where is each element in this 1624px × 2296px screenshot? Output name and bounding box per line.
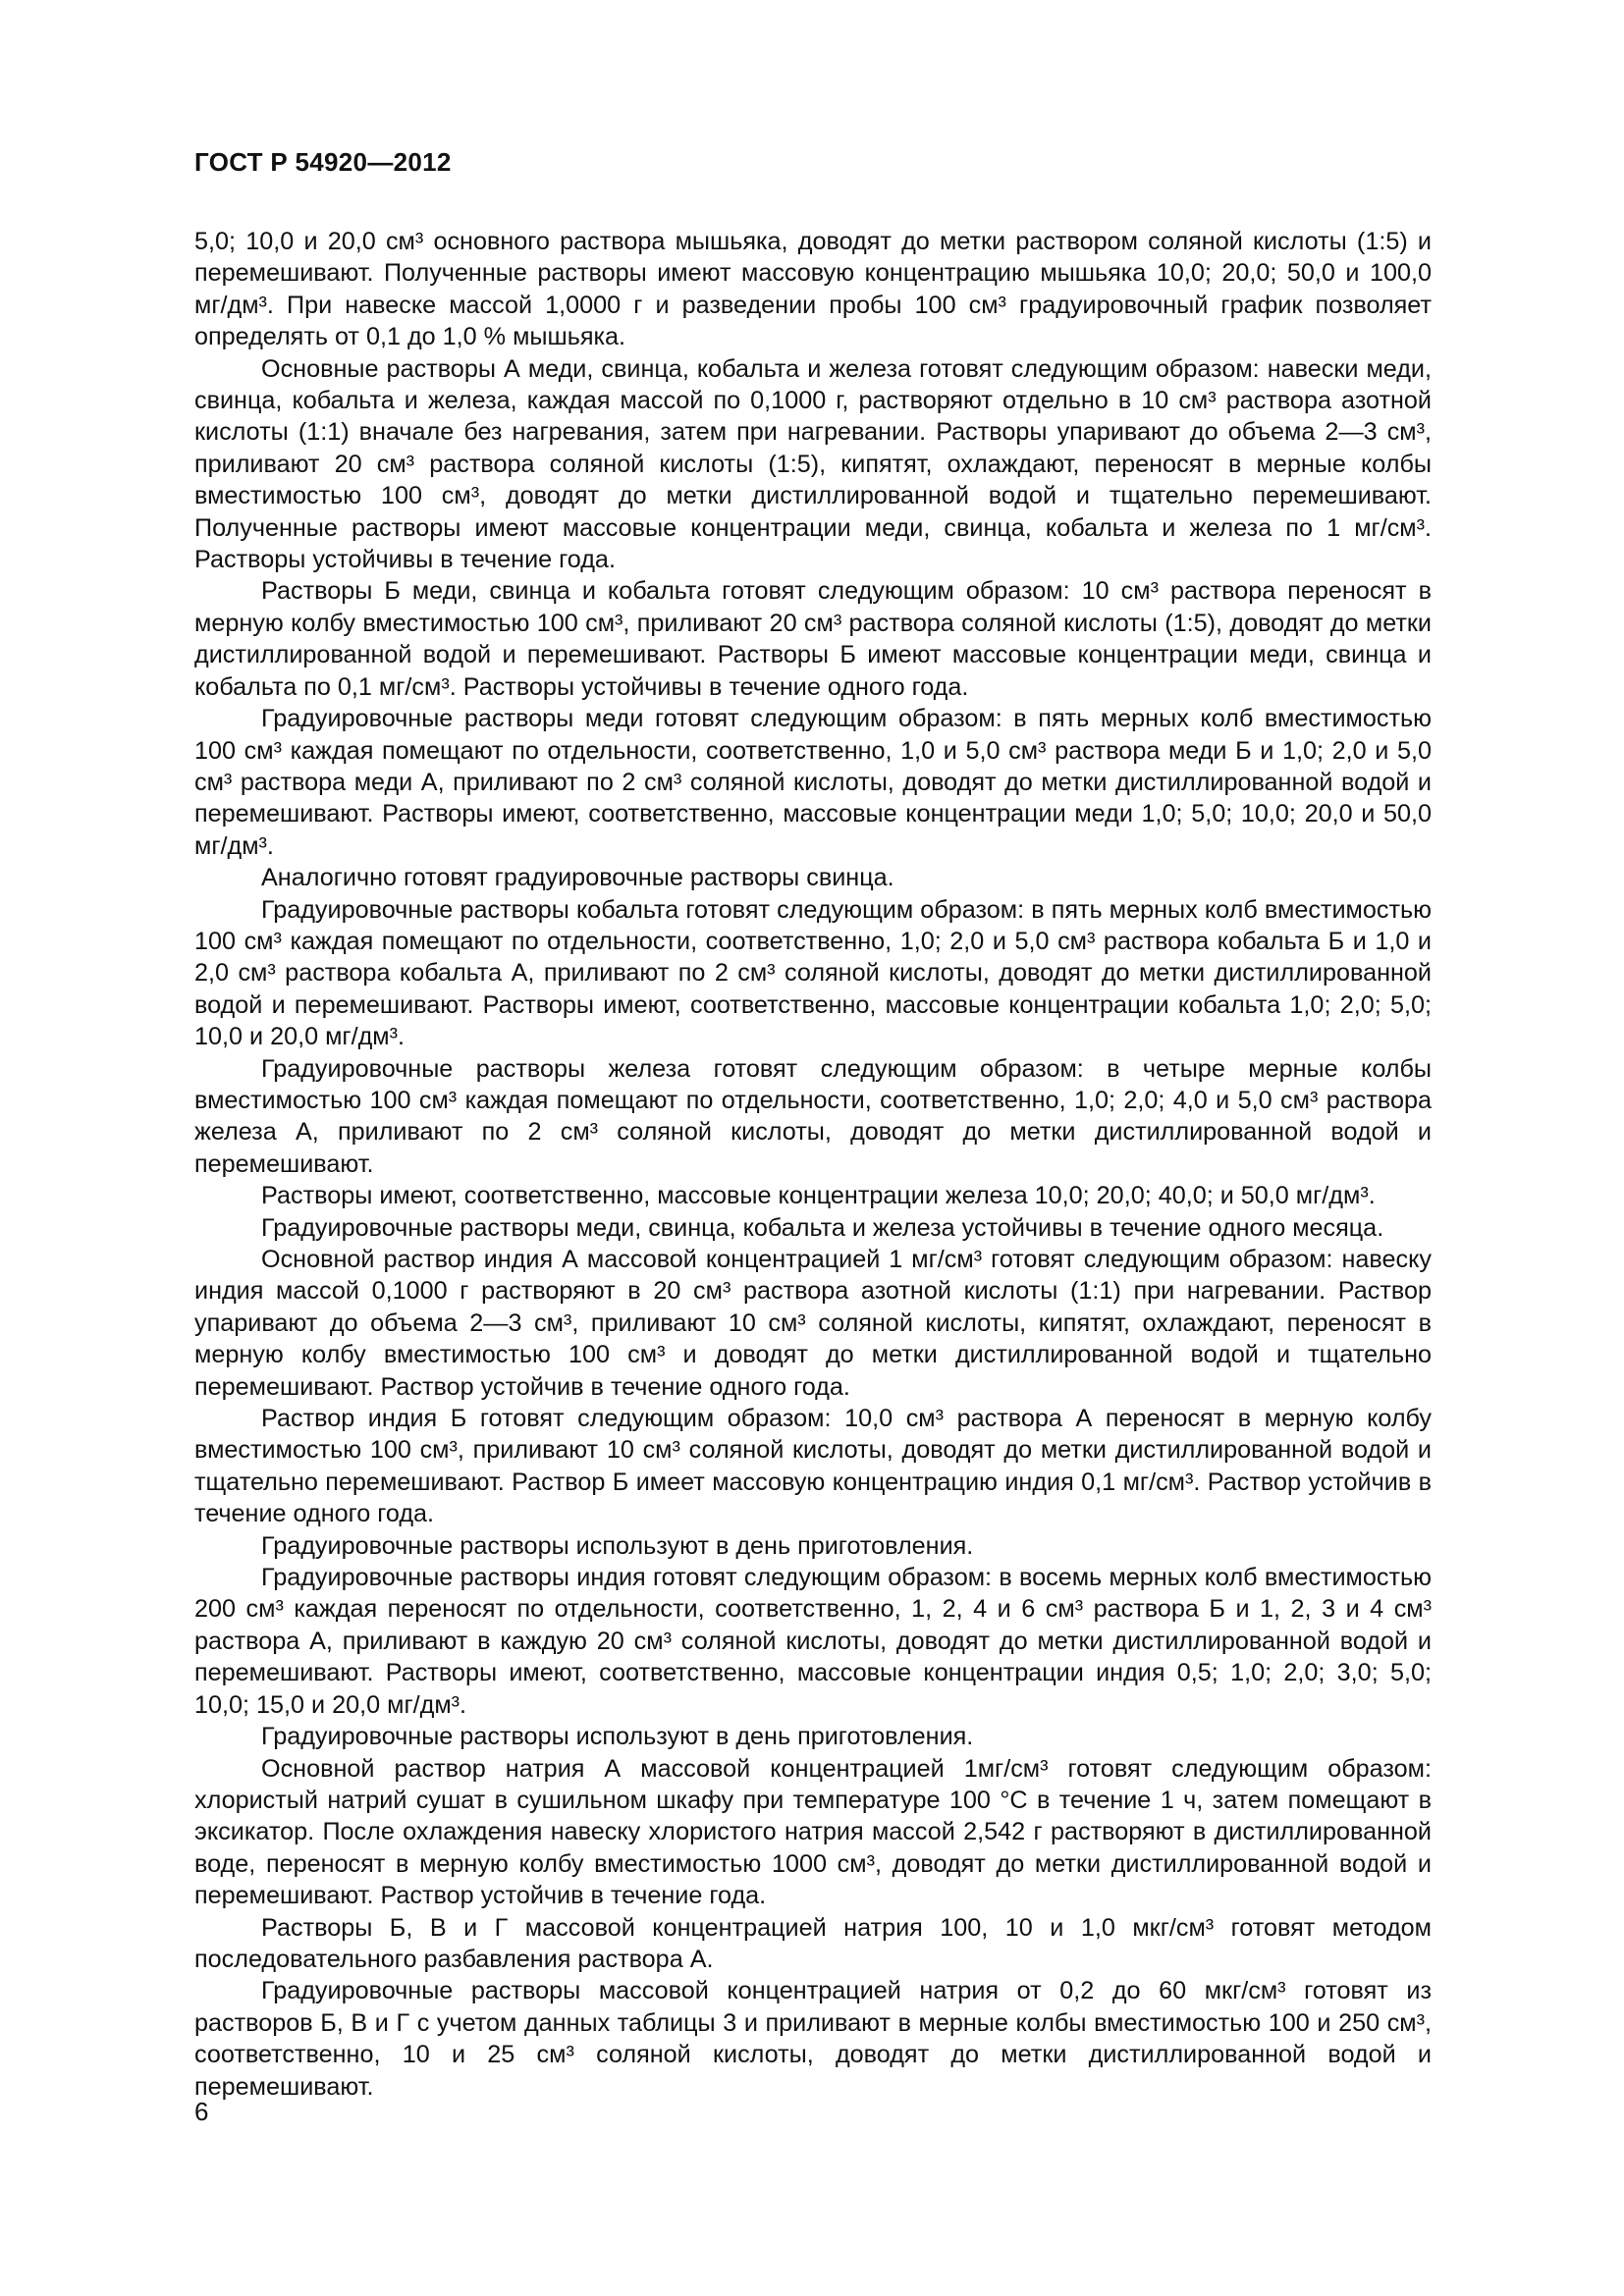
body-text — [194, 226, 1432, 2103]
paragraph-3: Растворы Б меди, свинца и кобальта готовят следующим образом: 10 см³ раствора переносят в мерную колбу вместимостью 100 см³, приливают 20 см³ раствора соляной кислоты (1:5), доводят до метки дистиллированной водой и перемешивают. Растворы Б имеют массовые концентрации меди, свинца и кобальта по 0,1 мг/см³. Растворы устойчивы в течение одного года. — [194, 577, 1432, 701]
paragraph-15: Основной раствор натрия А массовой концентрацией 1мг/см³ готовят следующим образом: хлористый натрий сушат в сушильном шкафу при температуре 100 °С в течение 1 ч, затем помещают в эксикатор. После охлаждения навеску хлористого натрия массой 2,542 г растворяют в дистиллированной воде, переносят в мерную колбу вместимостью 1000 см³, доводят до метки дистиллированной водой и перемешивают. Раствор устойчив в течение года. — [194, 1754, 1432, 1910]
paragraph-5: Аналогично готовят градуировочные растворы свинца. — [261, 864, 894, 892]
paragraph-11: Раствор индия Б готовят следующим образом: 10,0 см³ раствора А переносят в мерную колбу вместимостью 100 см³, приливают 10 см³ соляной кислоты, доводят до метки дистиллированной водой и тщательно перемешивают. Раствор Б имеет массовую концентрацию индия 0,1 мг/см³. Раствор устойчив в течение одного года. — [194, 1405, 1432, 1528]
paragraph-13: Градуировочные растворы индия готовят следующим образом: в восемь мерных колб вместимостью 200 см³ каждая переносят по отдельности, соответственно, 1, 2, 4 и 6 см³ раствора Б и 1, 2, 3 и 4 см³ раствора А, приливают в каждую 20 см³ соляной кислоты, доводят до метки дистиллированной водой и перемешивают. Растворы имеют, соответственно, массовые концентрации индия 0,5; 1,0; 2,0; 3,0; 5,0; 10,0; 15,0 и 20,0 мг/дм³. — [194, 1564, 1432, 1719]
paragraph-16: Растворы Б, В и Г массовой концентрацией натрия 100, 10 и 1,0 мкг/см³ готовят методом последовательного разбавления раствора А. — [194, 1913, 1432, 1973]
paragraph-2: Основные растворы А меди, свинца, кобальта и железа готовят следующим образом: навески меди, свинца, кобальта и железа, каждая массой по 0,1000 г, растворяют отдельно в 10 см³ раствора азотной кислоты (1:1) вначале без нагревания, затем при нагревании. Растворы упаривают до объема 2—3 см³, приливают 20 см³ раствора соляной кислоты (1:5), кипятят, охлаждают, переносят в мерные колбы вместимостью 100 см³, доводят до метки дистиллированной водой и тщательно перемешивают. Полученные растворы имеют массовые концентрации меди, свинца, кобальта и железа по 1 мг/см³. Растворы устойчивы в течение года. — [194, 354, 1432, 574]
paragraph-8: Растворы имеют, соответственно, массовые концентрации железа 10,0; 20,0; 40,0; и 50,0 мг/дм³. — [261, 1182, 1376, 1210]
paragraph-10: Основной раствор индия А массовой концентрацией 1 мг/см³ готовят следующим образом: навеску индия массой 0,1000 г растворяют в 20 см³ раствора азотной кислоты (1:1) при нагревании. Раствор упаривают до объема 2—3 см³, приливают 10 см³ соляной кислоты, кипятят, охлаждают, переносят в мерную колбу вместимостью 100 см³ и доводят до метки дистиллированной водой и тщательно перемешивают. Раствор устойчив в течение одного года. — [194, 1246, 1432, 1401]
paragraph-4: Градуировочные растворы меди готовят следующим образом: в пять мерных колб вместимостью 100 см³ каждая помещают по отдельности, соответственно, 1,0 и 5,0 см³ раствора меди Б и 1,0; 2,0 и 5,0 см³ раствора меди А, приливают по 2 см³ соляной кислоты, доводят до метки дистиллированной водой и перемешивают. Растворы имеют, соответственно, массовые концентрации меди 1,0; 5,0; 10,0; 20,0 и 50,0 мг/дм³. — [194, 705, 1432, 860]
paragraph-17: Градуировочные растворы массовой концентрацией натрия от 0,2 до 60 мкг/см³ готовят из растворов Б, В и Г с учетом данных таблицы 3 и приливают в мерные колбы вместимостью 100 и 250 см³, соответственно, 10 и 25 см³ соляной кислоты, доводят до метки дистиллированной водой и перемешивают. — [194, 1977, 1432, 2101]
paragraph-1: 5,0; 10,0 и 20,0 см³ основного раствора мышьяка, доводят до метки раствором соляной кислоты (1:5) и перемешивают. Полученные растворы имеют массовую концентрацию мышьяка 10,0; 20,0; 50,0 и 100,0 мг/дм³. При навеске массой 1,0000 г и разведении пробы 100 см³ градуировочный график позволяет определять от 0,1 до 1,0 % мышьяка. — [194, 228, 1432, 351]
paragraph-6: Градуировочные растворы кобальта готовят следующим образом: в пять мерных колб вместимостью 100 см³ каждая помещают по отдельности, соответственно, 1,0; 2,0 и 5,0 см³ раствора кобальта Б и 1,0 и 2,0 см³ раствора кобальта А, приливают по 2 см³ соляной кислоты, доводят до метки дистиллированной водой и перемешивают. Растворы имеют, соответственно, массовые концентрации кобальта 1,0; 2,0; 5,0; 10,0 и 20,0 мг/дм³. — [194, 895, 1432, 1051]
page-number: 6 — [194, 2097, 209, 2126]
paragraph-12: Градуировочные растворы используют в день приготовления. — [261, 1531, 974, 1560]
page-header-standard-code: ГОСТ Р 54920—2012 — [194, 147, 452, 177]
paragraph-14: Градуировочные растворы используют в день приготовления. — [261, 1723, 974, 1751]
paragraph-9: Градуировочные растворы меди, свинца, кобальта и железа устойчивы в течение одного месяца. — [261, 1213, 1384, 1242]
paragraph-7: Градуировочные растворы железа готовят следующим образом: в четыре мерные колбы вместимостью 100 см³ каждая помещают по отдельности, соответственно, 1,0; 2,0; 4,0 и 5,0 см³ раствора железа А, приливают по 2 см³ соляной кислоты, доводят до метки дистиллированной водой и перемешивают. — [194, 1054, 1432, 1178]
